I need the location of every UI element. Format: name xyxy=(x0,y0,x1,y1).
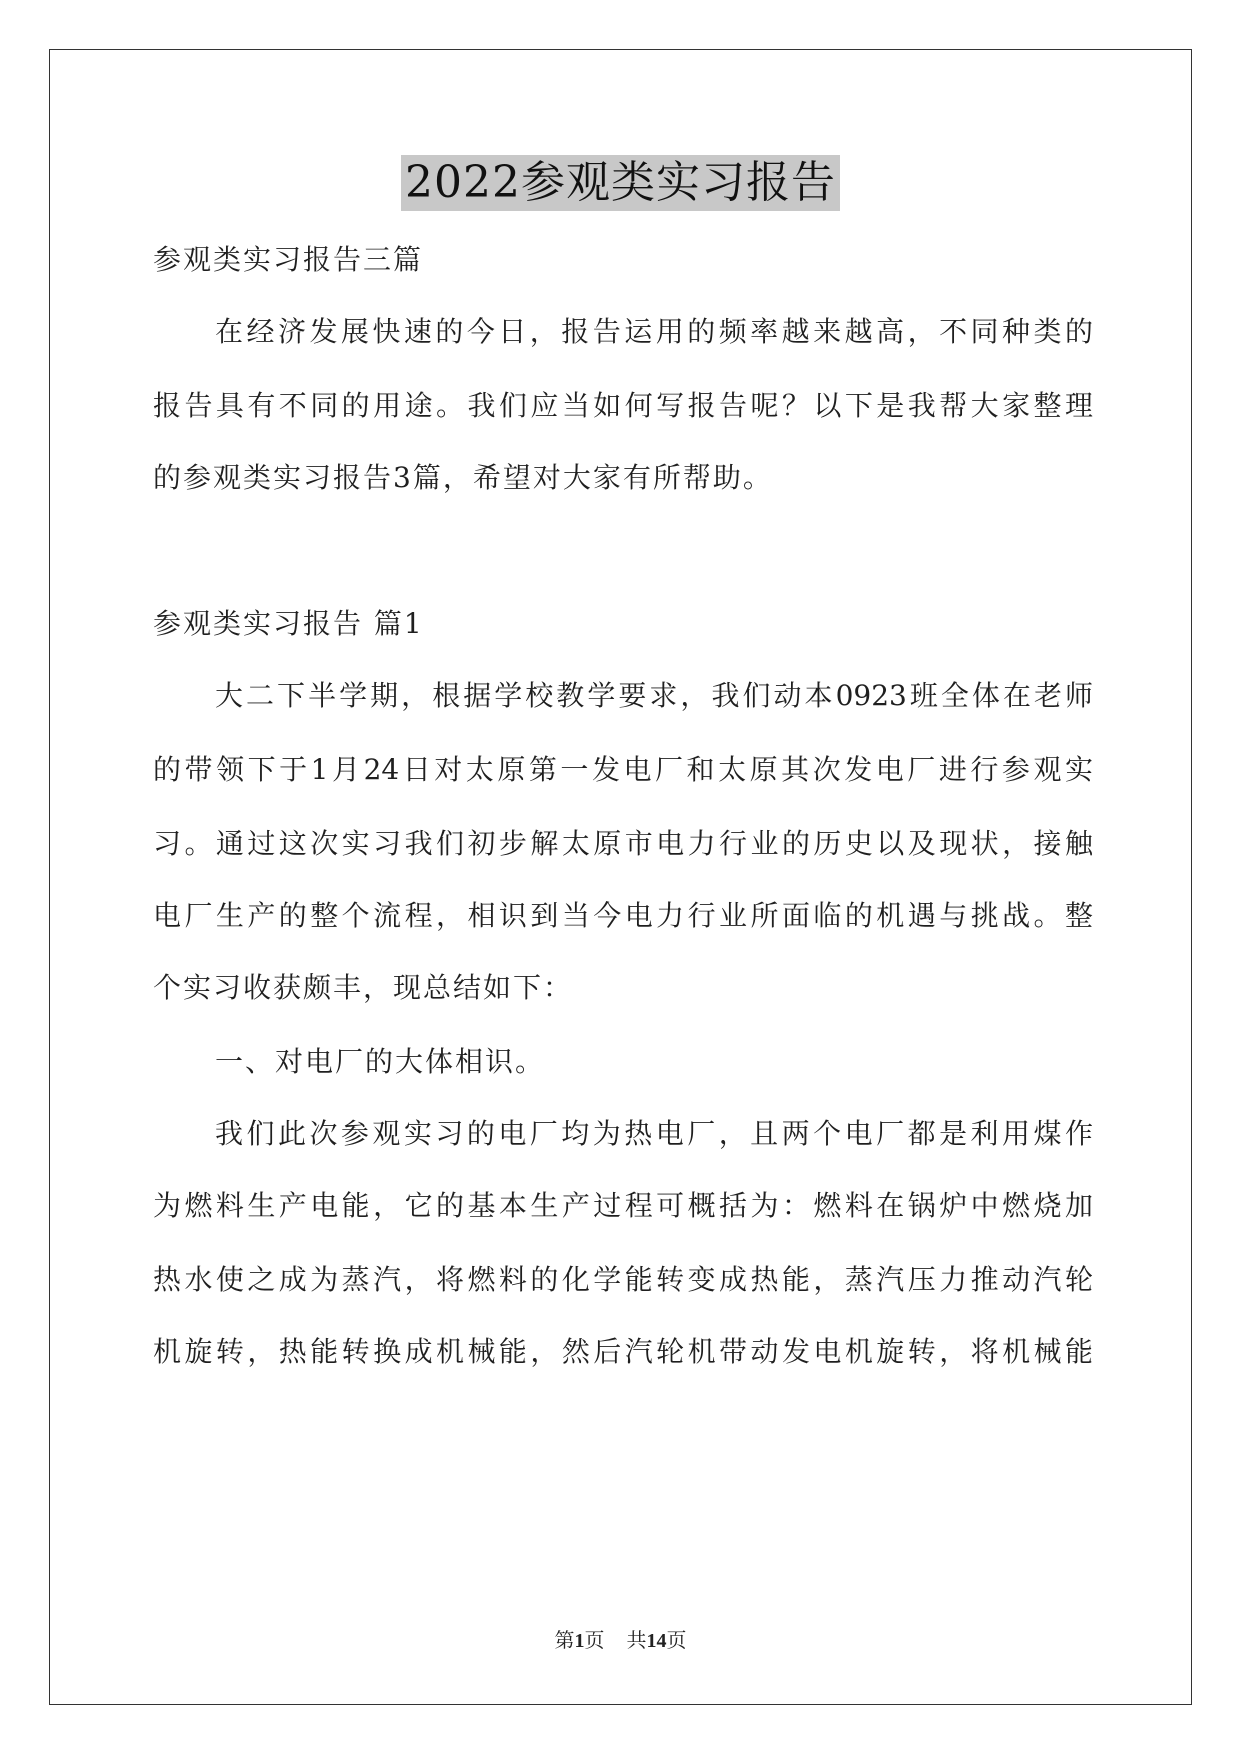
para2-line-1: 我们此次参观实习的电厂均为热电厂，且两个电厂都是利用煤作 xyxy=(215,1117,1093,1150)
para1-line-3: 习。通过这次实习我们初步解太原市电力行业的历史以及现状，接触 xyxy=(153,827,1093,860)
para1-line-4: 电厂生产的整个流程，相识到当今电力行业所面临的机遇与挑战。整 xyxy=(153,899,1093,932)
para2-line-2: 为燃料生产电能，它的基本生产过程可概括为：燃料在锅炉中燃烧加 xyxy=(153,1189,1093,1222)
section-heading: 参观类实习报告 篇1 xyxy=(153,607,424,640)
total-prefix: 共 xyxy=(626,1630,647,1652)
para2-line-4: 机旋转，热能转换成机械能，然后汽轮机带动发电机旋转，将机械能 xyxy=(153,1335,1093,1368)
page-suffix: 页 xyxy=(584,1630,605,1652)
page-prefix: 第 xyxy=(554,1630,575,1652)
document-title: 2022参观类实习报告 xyxy=(401,155,840,211)
para1-line-2: 的带领下于1月24日对太原第一发电厂和太原其次发电厂进行参观实 xyxy=(153,753,1093,786)
para2-line-3: 热水使之成为蒸汽，将燃料的化学能转变成热能，蒸汽压力推动汽轮 xyxy=(153,1263,1093,1296)
total-page-count: 14 xyxy=(646,1630,667,1652)
current-page-number: 1 xyxy=(574,1630,585,1652)
para1-line-5: 个实习收获颇丰，现总结如下： xyxy=(153,971,574,1004)
document-subtitle: 参观类实习报告三篇 xyxy=(153,243,424,276)
para1-line-1: 大二下半学期，根据学校教学要求，我们动本0923班全体在老师 xyxy=(215,679,1093,712)
intro-line-2: 报告具有不同的用途。我们应当如何写报告呢？以下是我帮大家整理 xyxy=(153,389,1093,422)
page-footer xyxy=(0,1628,1241,1654)
page-frame xyxy=(49,49,1192,1705)
intro-line-3: 的参观类实习报告3篇，希望对大家有所帮助。 xyxy=(153,461,773,494)
point-heading: 一、对电厂的大体相识。 xyxy=(215,1045,546,1078)
title-container xyxy=(0,155,1241,211)
total-suffix: 页 xyxy=(666,1630,687,1652)
intro-line-1: 在经济发展快速的今日，报告运用的频率越来越高，不同种类的 xyxy=(215,315,1093,348)
